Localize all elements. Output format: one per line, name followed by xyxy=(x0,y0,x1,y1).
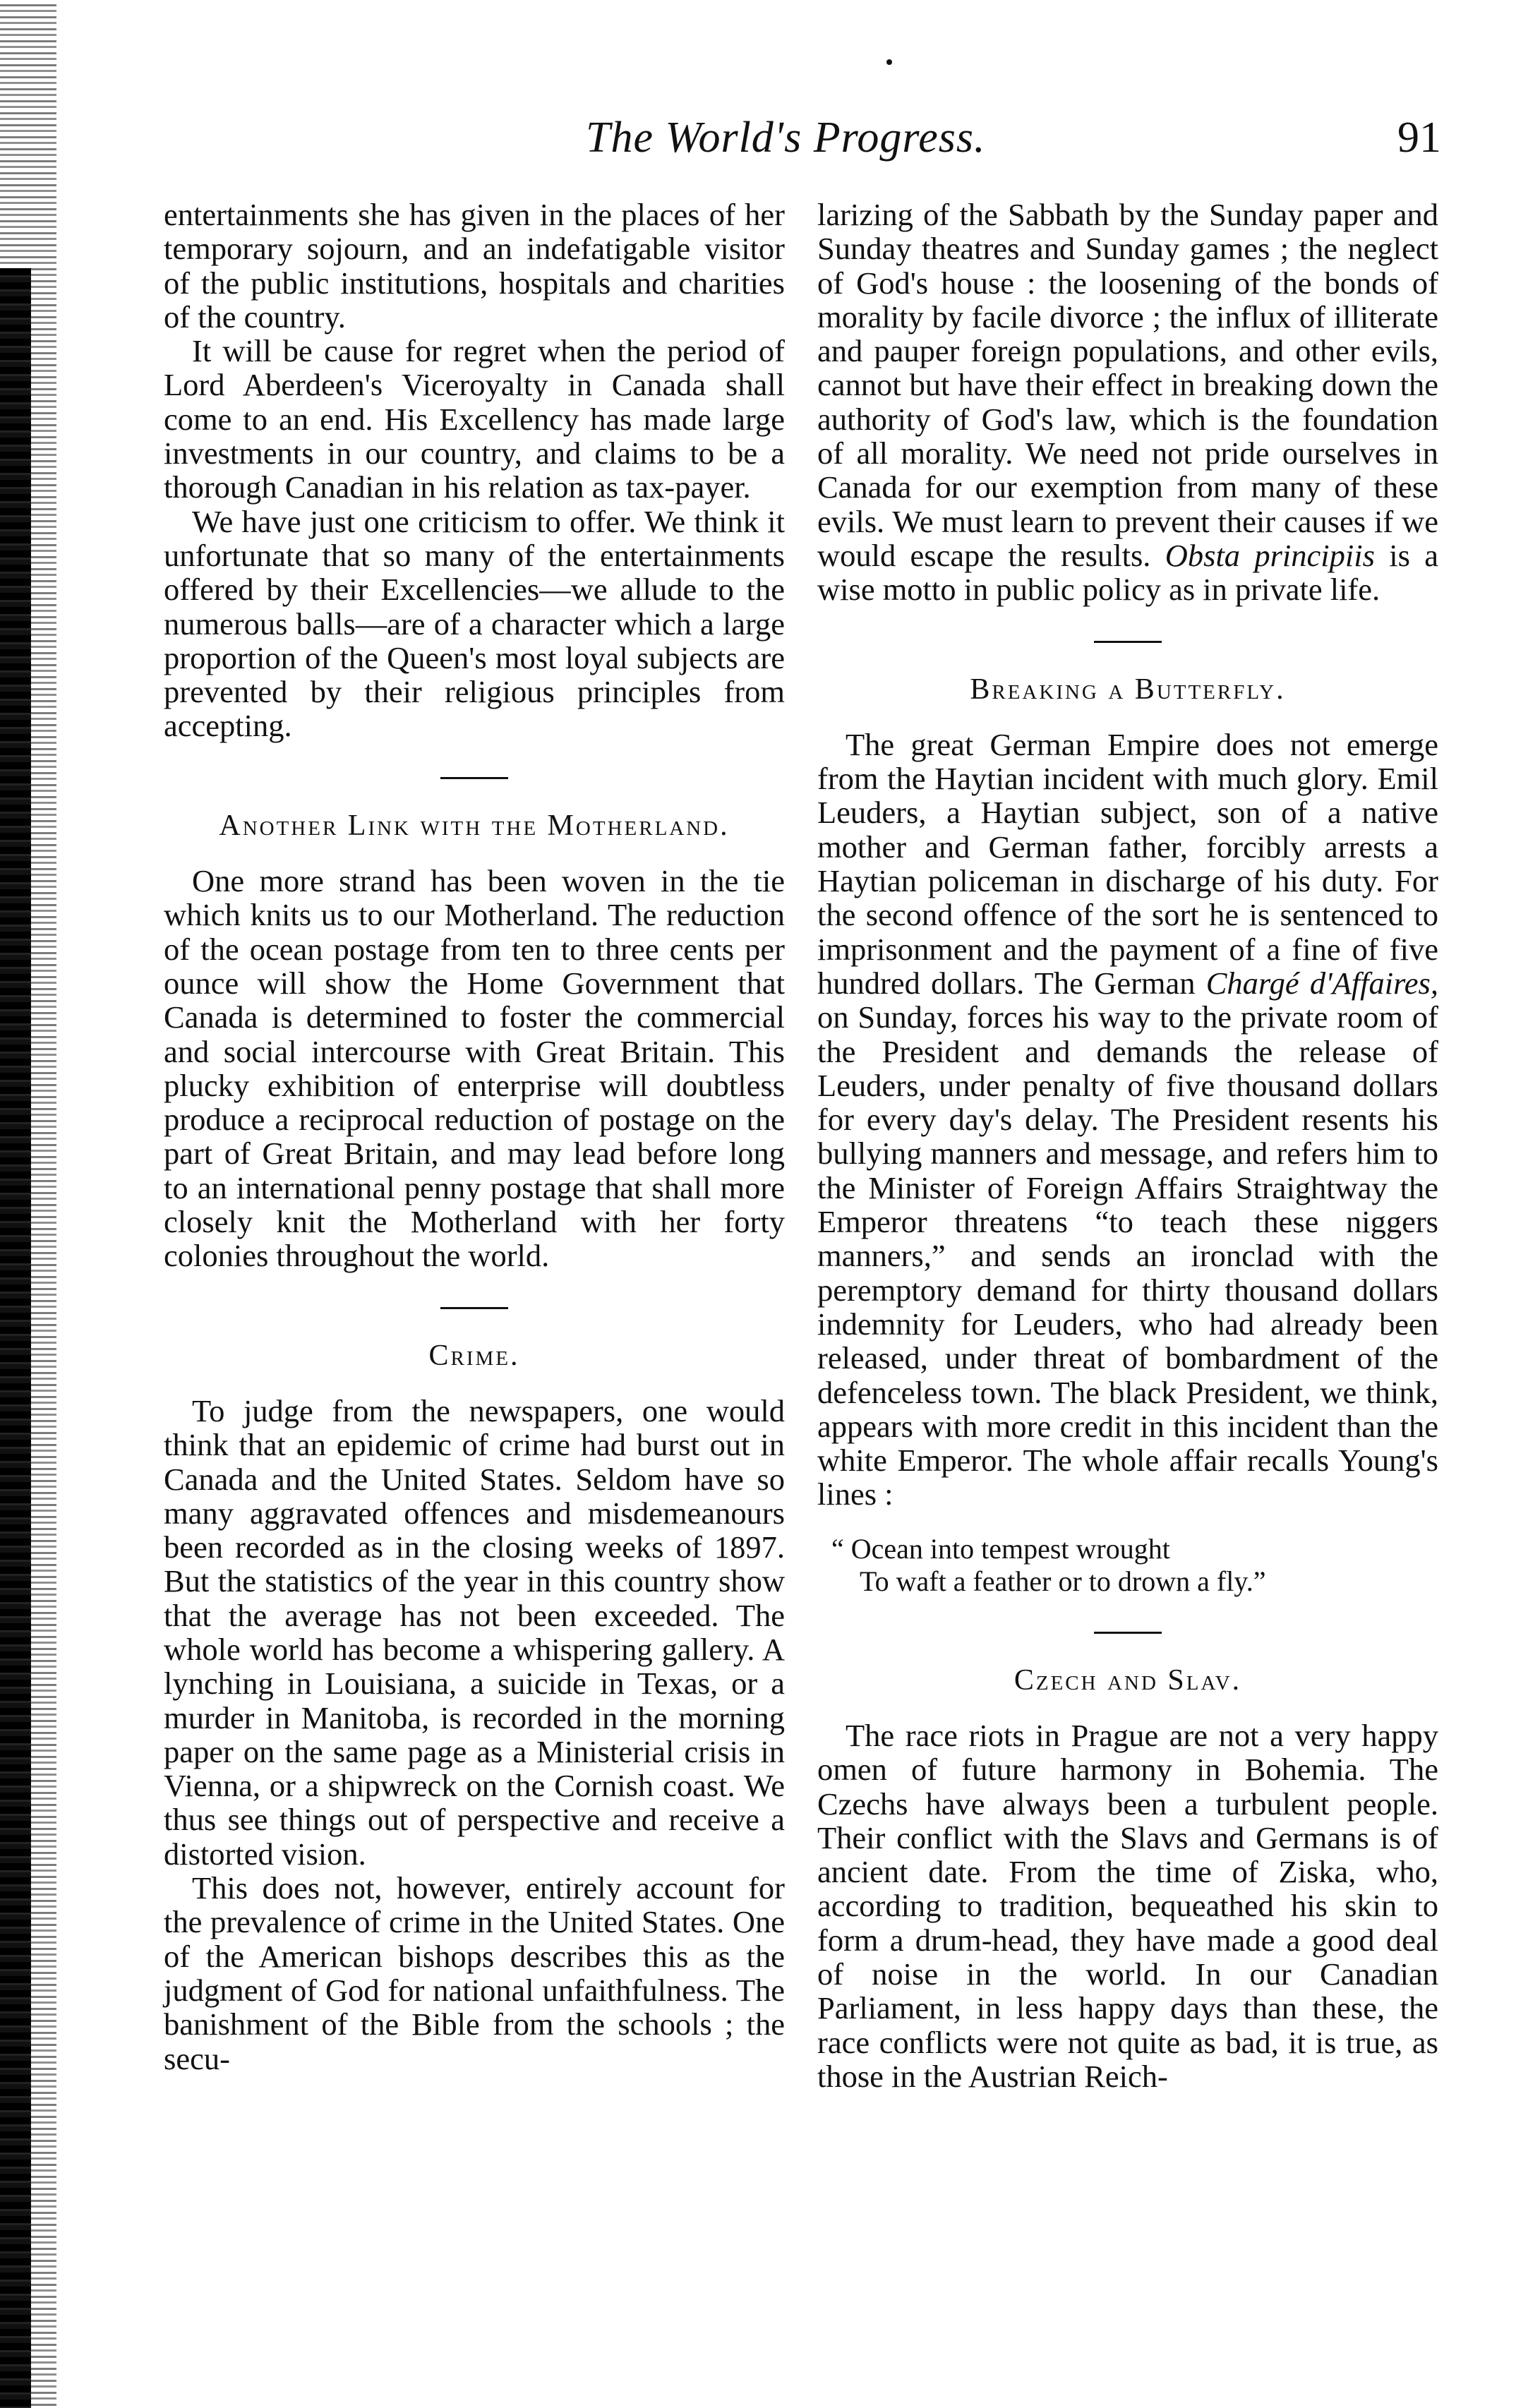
paragraph xyxy=(817,728,1438,1512)
quote-line: “ Ocean into tempest wrought xyxy=(831,1532,1170,1565)
paragraph: The race riots in Prague are not a very happy omen of future harmony in Bohemia. The Czechs have always been a turbulent people. Their conflict with the Slavs and Germans is of ancient date. From the time of Ziska, who, according to tradition, bequeathed his skin to form a drum-head, they have made a good deal of noise in the world. In our Canadian Parliament, in less happy days than these, the race conflicts were not quite as bad, it is true, as those in the Austrian Reich- xyxy=(817,1717,1438,2094)
paragraph: To judge from the newspapers, one would think that an epidemic of crime had burst out in Canada and the United States. Seldom have so many aggravated offences and misdemeanours been recorded as in the closing weeks of 1897. But the statistics of the year in this country show that the average has not been exceeded. The whole world has become a whispering gallery. A lynching in Louisiana, a suicide in Texas, or a murder in Manitoba, is recorded in the morning paper on the same page as a Ministerial crisis in Vienna, or a shipwreck on the Cornish coast. We thus see things out of perspective and receive a distorted vision. xyxy=(164,1392,785,1872)
running-title: The World's Progress. xyxy=(586,114,986,162)
binding-shadow xyxy=(0,268,31,2408)
section-heading: Czech and Slav. xyxy=(1013,1663,1242,1697)
section-heading: Breaking a Butterfly. xyxy=(970,673,1286,706)
section-divider xyxy=(440,777,508,779)
paragraph: entertainments she has given in the places of her temporary sojourn, and an indefatigable visitor of the public institutions, hospitals and charities of the country. xyxy=(164,197,785,335)
section-divider xyxy=(1094,1632,1162,1634)
paragraph xyxy=(817,198,1438,607)
quote-line: To waft a feather or to drown a fly.” xyxy=(860,1565,1266,1597)
left-column xyxy=(164,198,785,2076)
paragraph-text: is a wise motto in public policy as in private life. xyxy=(817,537,1438,608)
paragraph: This does not, however, entirely account for the prevalence of crime in the United States. One of the American bishops describes this as the judgment of God for national unfaithfulness. The banishment of the Bible from the schools ; the secu- xyxy=(164,1870,785,2076)
section-divider xyxy=(1094,641,1162,643)
section-divider xyxy=(440,1307,508,1309)
right-column xyxy=(817,198,1438,2093)
page-header xyxy=(0,113,1540,176)
latin-phrase: Obsta principiis xyxy=(1165,537,1375,573)
paragraph-text: on Sunday, forces his way to the private room of the President and demands the release of Leuders, under penalty of five thousand dollars for every day's delay. The President resents his bullying manners and message, and refers him to the Minister of Foreign Affairs Straightway the Emperor threatens “to teach these niggers manners,” and sends an ironclad with the peremptory demand for thirty thousand dollars indemnity for Leuders, who had already been released, under threat of bombardment of the defenceless town. The black President, we think, appears with more credit in this incident than the white Emperor. The whole affair recalls Young's lines : xyxy=(817,999,1438,1512)
verse-quote xyxy=(831,1533,1438,1598)
ink-dot xyxy=(886,59,892,65)
paragraph-text: The great German Empire does not emerge from the Haytian incident with much glory. Emil Leuders, a Haytian subject, son of a native mother and German father, forcibly arrests a Haytian policeman in discharge of his duty. For the second offence of the sort he is sentenced to imprisonment and the payment of a fine of five hundred dollars. The German xyxy=(817,726,1438,1001)
section-heading: Another Link with the Motherland. xyxy=(219,809,730,842)
paragraph: One more strand has been woven in the tie which knits us to our Motherland. The reduction of the ocean postage from ten to three cents per ounce will show the Home Government that Canada is determined to foster the commercial and social intercourse with Great Britain. This plucky exhibition of enterprise will doubtless produce a reciprocal reduction of postage on the part of Great Britain, and may lead before long to an international penny postage that shall more closely knit the Motherland with her forty colonies throughout the world. xyxy=(164,863,785,1274)
italic-phrase: Chargé d'Affaires, xyxy=(1205,965,1438,1001)
section-heading: Crime. xyxy=(428,1339,520,1372)
paragraph: We have just one criticism to offer. We think it unfortunate that so many of the entertainments offered by their Excellencies—we allude to the numerous balls—are of a character which a large proportion of the Queen's most loyal subjects are prevented by their religious principles from accepting. xyxy=(164,503,785,744)
paragraph-text: larizing of the Sabbath by the Sunday paper and Sunday theatres and Sunday games ; the neglect of God's house : the loosening of the bonds of morality by facile divorce ; the influx of illiterate and pauper foreign populations, and other evils, cannot but have their effect in breaking down the authority of God's law, which is the foundation of all morality. We need not pride ourselves in Canada for our exemption from many of these evils. We must learn to prevent their causes if we would escape the results. xyxy=(817,197,1438,573)
page-number: 91 xyxy=(1397,114,1441,162)
paragraph: It will be cause for regret when the period of Lord Aberdeen's Viceroyalty in Canada shall come to an end. His Excellency has made large investments in our country, and claims to be a thorough Canadian in his relation as tax-payer. xyxy=(164,333,785,505)
